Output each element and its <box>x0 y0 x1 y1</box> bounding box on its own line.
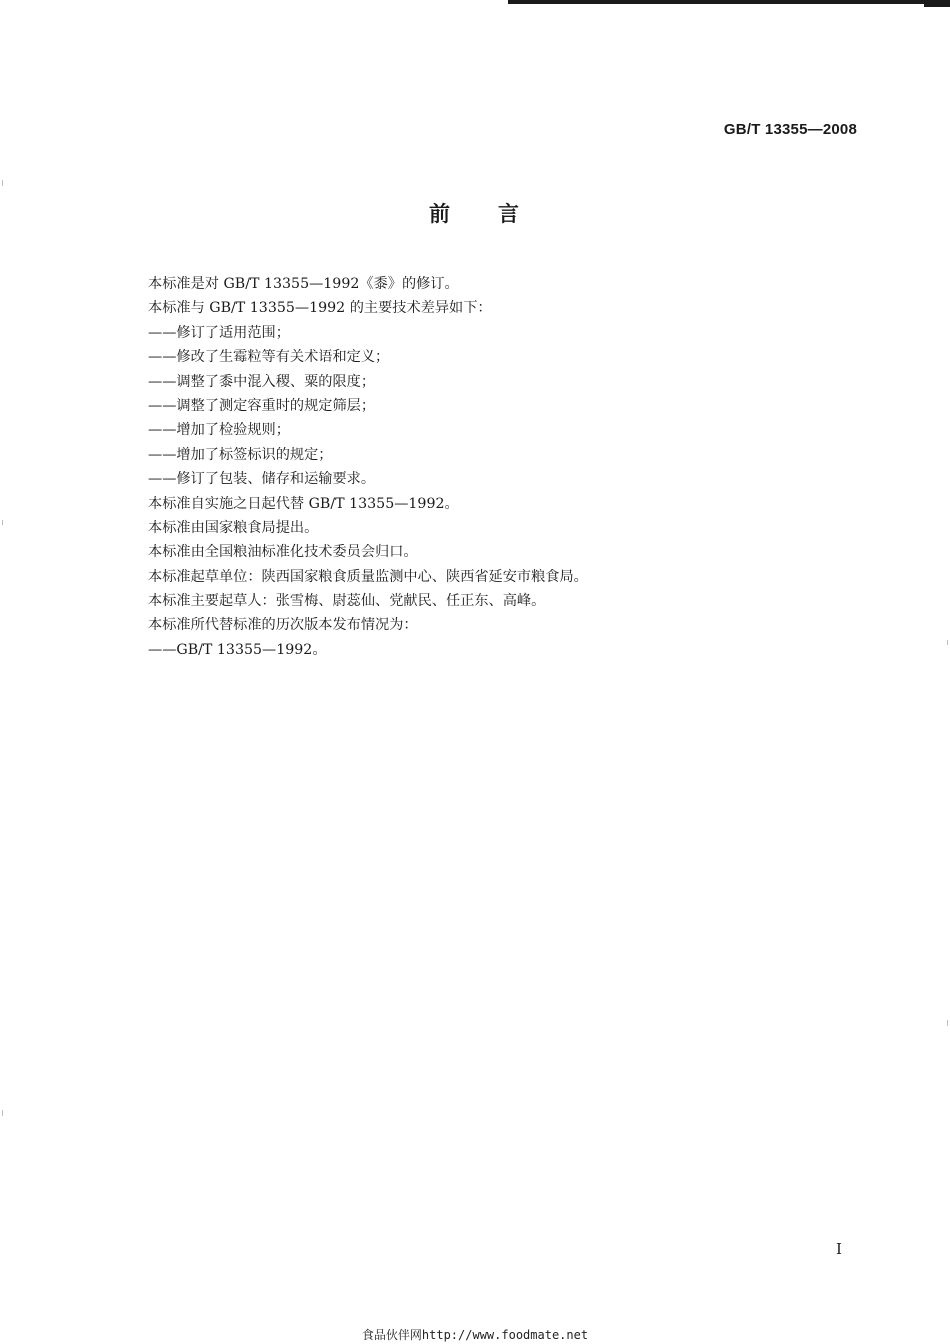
list-item: ——修改了生霉粒等有关术语和定义； <box>148 349 390 366</box>
top-border-rule-tail <box>924 4 950 7</box>
list-item: ——调整了测定容重时的规定筛层； <box>148 397 376 414</box>
top-border-rule <box>508 0 950 4</box>
paragraph-line: 本标准起草单位：陕西国家粮食质量监测中心、陕西省延安市粮食局。 <box>148 568 588 585</box>
paragraph-line: 本标准与 GB/T 13355—1992 的主要技术差异如下： <box>148 300 492 317</box>
footer-watermark: 食品伙伴网http://www.foodmate.net <box>361 1328 589 1342</box>
scan-speck <box>947 1020 948 1026</box>
paragraph-line: 本标准所代替标准的历次版本发布情况为： <box>148 617 418 634</box>
page-title: 前 言 <box>429 202 521 226</box>
list-item: ——GB/T 13355—1992。 <box>148 641 327 658</box>
page-number: I <box>836 1240 842 1258</box>
list-item: ——修订了包装、储存和运输要求。 <box>148 471 376 488</box>
list-item: ——增加了检验规则； <box>148 422 290 439</box>
scan-speck <box>2 1110 3 1116</box>
scan-speck <box>947 640 948 645</box>
scan-speck <box>2 180 3 186</box>
paragraph-line: 本标准是对 GB/T 13355—1992《黍》的修订。 <box>148 276 459 292</box>
list-item: ——增加了标签标识的规定； <box>148 446 333 463</box>
paragraph-line: 本标准由全国粮油标准化技术委员会归口。 <box>148 544 418 561</box>
foreword-body <box>148 272 848 662</box>
paragraph-line: 本标准自实施之日起代替 GB/T 13355—1992。 <box>148 495 459 512</box>
list-item: ——修订了适用范围； <box>148 324 290 341</box>
paragraph-line: 本标准由国家粮食局提出。 <box>148 519 319 536</box>
paragraph-line: 本标准主要起草人：张雪梅、尉蕊仙、党献民、任正东、高峰。 <box>148 593 546 610</box>
scan-speck <box>2 520 3 525</box>
list-item: ——调整了黍中混入稷、粟的限度； <box>148 373 376 390</box>
standard-code: GB/T 13355—2008 <box>723 121 857 138</box>
